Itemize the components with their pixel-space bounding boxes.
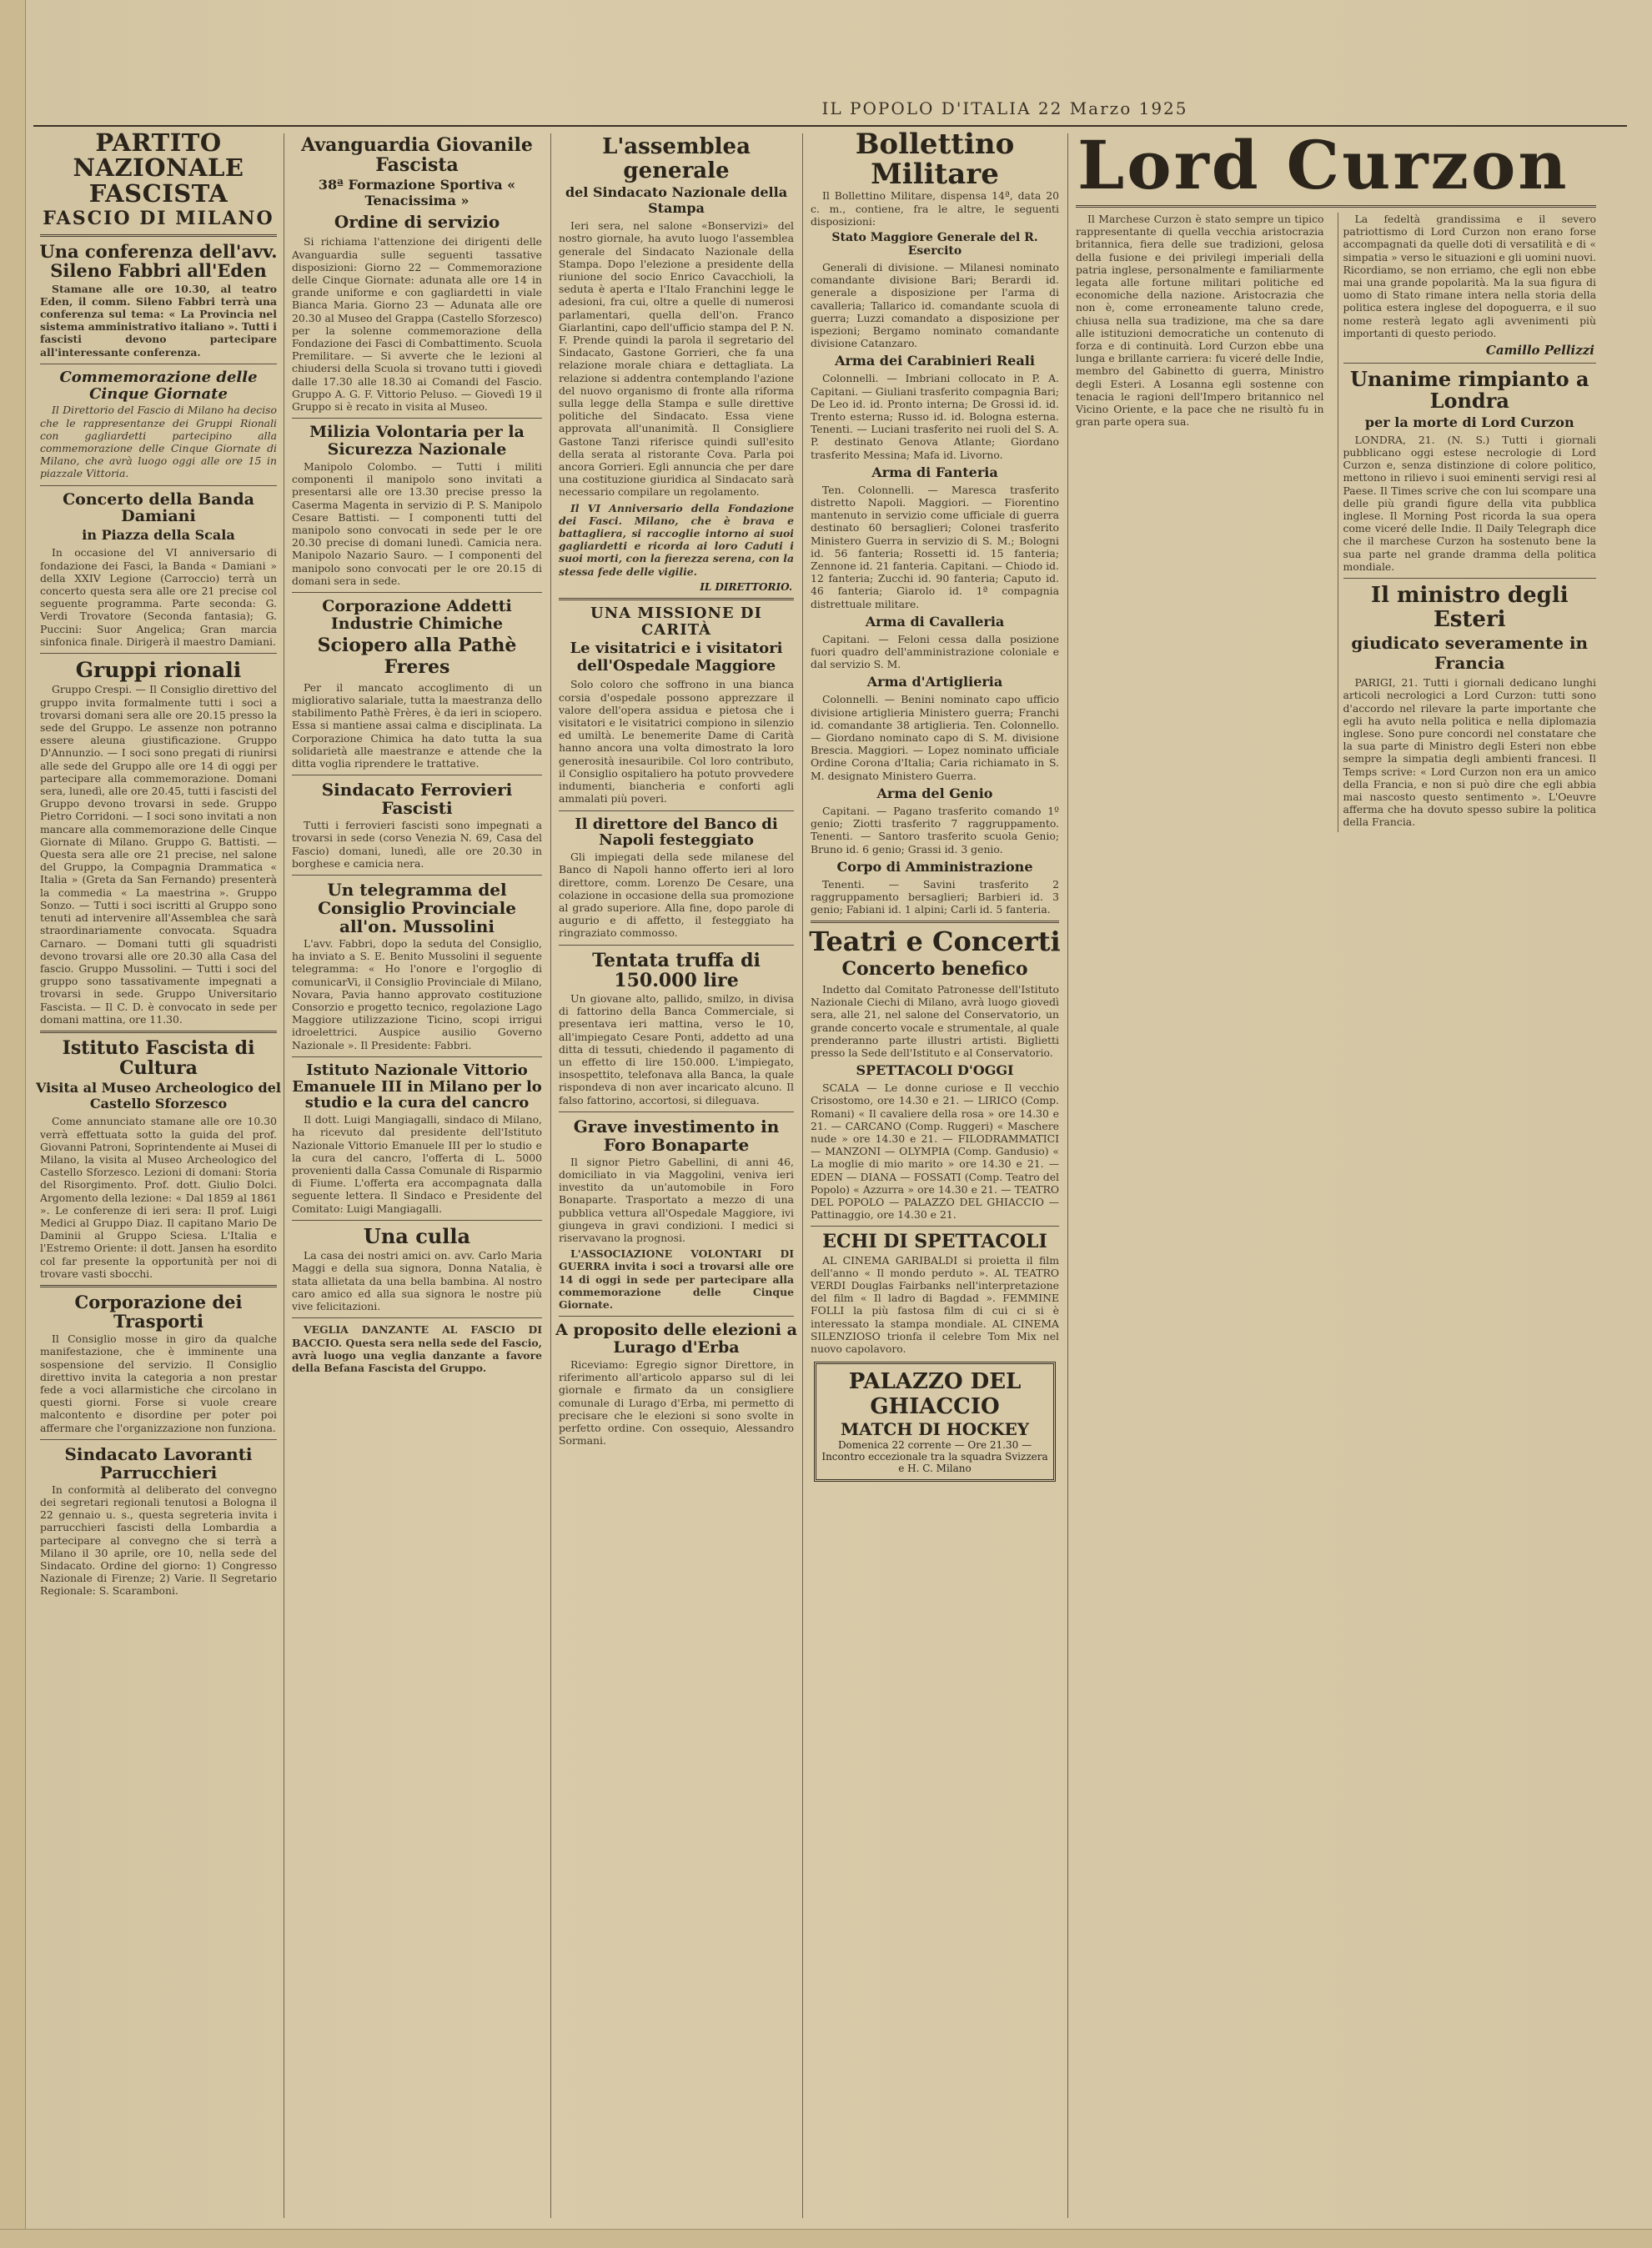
- cinque-headline: Commemorazione delle Cinque Giornate: [59, 368, 258, 403]
- parrucchieri-headline: Sindacato Lavoranti Parrucchieri: [64, 1443, 253, 1483]
- londra-headline: Unanime rimpianto a Londra: [1349, 367, 1589, 414]
- genio-body: Capitani. — Pagano trasferito comando 1º genio; Ziotti trasferito 7 raggruppamento. Tenenti. — Santoro trasferito scuola Genio; Bruno id. 6 genio; Grassi id. 3 genio.: [811, 804, 1059, 856]
- istituto-sub: Visita al Museo Archeologico del Castello Sforzesco: [36, 1080, 281, 1112]
- cavalleria-body: Capitani. — Feloni cessa dalla posizione fuori quadro dell'amministrazione coloniale e dal servizio S. M.: [811, 632, 1059, 671]
- column-1: [35, 130, 282, 2223]
- divider: [1076, 205, 1596, 208]
- curzon-headline: Lord Curzon: [1077, 130, 1569, 204]
- eden-lead: Stamane alle ore 10.30, al teatro Eden, il comm. Sileno Fabbri terrà una conferenza sul tema: « La Provincia nel sistema amministrativo italiano ». Tutti i fascisti devono partecipare all'interessante conferenza.: [40, 282, 277, 359]
- divider: [40, 1439, 277, 1440]
- spettacoli-headline: SPETTACOLI D'OGGI: [856, 1062, 1014, 1079]
- curzon-body-1: Il Marchese Curzon è stato sempre un tipico rappresentante di quella vecchia aristocrazia britannica, fiera delle sue tradizioni, gelosa della fusione e dei privilegi imperiali della patria inglese, personalmente e familiarmente legata alle fortune militari politiche ed economiche della nazione. Aristocrazia che non è, come erroneamente taluno crede, chiusa nella sua tradizione, ma che sa dare alle istituzioni democratiche un contenuto di forza e di continuità. Lord Curzon ebbe una lunga e brillante carriera: fu viceré delle Indie, membro del Gabinetto di guerra, Ministro degli Esteri. A Losanna egli sostenne con tenacia le ragioni dell'Impero britannico nel Vicino Oriente, e la pace che ne risultò fu in gran parte opera sua.: [1076, 213, 1324, 429]
- palazzo-title: PALAZZO DEL GHIACCIO: [848, 1369, 1022, 1420]
- divider: [559, 1316, 794, 1317]
- eden-headline: Una conferenza dell'avv. Sileno Fabbri all'Eden: [39, 241, 278, 282]
- truffa-headline: Tentata truffa di 150.000 lire: [592, 949, 761, 991]
- artiglieria-headline: Arma d'Artiglieria: [866, 674, 1003, 690]
- avanguardia-sub: 38ª Formazione Sportiva « Tenacissima »: [318, 177, 516, 209]
- istituto-headline: Istituto Fascista di Cultura: [62, 1036, 255, 1080]
- avanguardia-sub2: Ordine di servizio: [334, 212, 500, 233]
- londra-body: LONDRA, 21. (N. S.) Tutti i giornali pubblicano oggi estese necrologie di Lord Curzon e, senza distinzione di colore politico, mettono in rilievo i suoi eminenti servigi resi al Paese. Il Times scrive che con lui scompare una delle più grandi figure della vita pubblica inglese. Il Morning Post ricorda la sua opera come viceré delle Indie. Il Daily Telegraph dice che il marchese Curzon ha sostenuto bene la sua parte nel grande dramma della politica mondiale.: [1343, 433, 1596, 573]
- curzon-signature: Camillo Pellizzi: [1485, 343, 1594, 359]
- amministrazione-headline: Corpo di Amministrazione: [836, 858, 1033, 875]
- pathe-body: Per il mancato accoglimento di un migliorativo salariale, tutta la maestranza dello stabilimento Pathè Frères, è da ieri in sciopero. Essa si mantiene assai calma e disciplinata. La Corporazione Chimica ha dato tutta la sua solidarietà alle maestranze e attende che la ditta voglia riprendere le trattative.: [292, 680, 542, 770]
- divider: [292, 1056, 542, 1057]
- divider: [811, 1226, 1059, 1227]
- trasporti-headline: Corporazione dei Trasporti: [74, 1291, 243, 1332]
- echi-headline: ECHI DI SPETTACOLI: [822, 1231, 1047, 1253]
- avanguardia-body: Si richiama l'attenzione dei dirigenti delle Avanguardia sulle seguenti tassative disposizioni: Giorno 22 — Commemorazione delle Cinque Giornate: adunata alle ore 14 in grande uniforme e con gagliardetti in viale Bianca Maria. Giorno 23 — Adunata alle ore 20.30 al Museo del Grappa (Castello Sforzesco) per la solenne commemorazione della Fondazione dei Fasci di Combattimento. Scuola Premilitare. — Si avverte che le lezioni al chiudersi della Scuola si trovano tutti i giovedì dalle 17.30 alle 18.30 ai Comandi del Fascio. Gruppo A. G. F. Vittorio Peluso. — Giovedì 19 il Gruppo si è recato in visita al Museo.: [292, 235, 542, 414]
- banda-sub: in Piazza della Scala: [82, 527, 235, 544]
- istituto-body: Come annunciato stamane alle ore 10.30 verrà effettuata sotto la guida del prof. Giovanni Patroni, Soprintendente ai Musei di Milano, la visita al Museo Archeologico del Castello Sforzesco. Lezioni di domani: Storia del Risorgimento. Prof. dott. Giulio Dolci. Argomento della lezione: « Dal 1859 al 1861 ». Le conferenze di ieri sera: Il prof. Luigi Medici al Gruppo Diaz. Il capitano Mario De Daminii al Gruppo Sciesa. L'Italia e l'Estremo Oriente: il dott. Jansen ha esordito col far presente la opportunità per noi di trovare vasti sbocchi.: [40, 1115, 277, 1280]
- divider: [1343, 363, 1597, 364]
- bollettino-sub: Stato Maggiore Generale del R. Esercito: [831, 230, 1038, 258]
- banco-body: Gli impiegati della sede milanese del Banco di Napoli hanno offerto ieri al loro direttore, comm. Lorenzo De Cesare, una colazione in occasione della sua promozione al grado superiore. Alla fine, dopo parole di augurio e di affetto, il festeggiato ha ringraziato commosso.: [559, 851, 794, 940]
- assemblea-italic: Il VI Anniversario della Fondazione dei Fasci. Milano, che è brava e battagliera, si raccoglie intorno ai suoi gagliardetti e ricorda ai loro Caduti i suoi morti, con la fierezza serena, con la stessa fede delle vigilie.: [559, 501, 794, 578]
- column-2: [287, 130, 547, 2223]
- divider: [559, 810, 794, 811]
- top-rule: [33, 125, 1627, 127]
- divider: [559, 598, 794, 600]
- page-left-edge: [0, 0, 26, 2248]
- page-bottom-edge: [0, 2229, 1652, 2248]
- volontari-notice: L'ASSOCIAZIONE VOLONTARI DI GUERRA invita i soci a trovarsi alle ore 14 di oggi in sede per partecipare alla commemorazione delle Cinque Giornate.: [559, 1247, 794, 1311]
- curzon-body-2: La fedeltà grandissima e il severo patriottismo di Lord Curzon non erano forse accompagnati da quelle doti di versatilità e di « simpatia » verso le situazioni e gli uomini nuovi. Ricordiamo, se non erriamo, che egli non ebbe mai una grande popolarità. Ma la sua figura di uomo di Stato rimane intera nella storia della politica estera inglese del dopoguerra, e il suo nome resterà legato agli avvenimenti più importanti di questo periodo.: [1343, 213, 1596, 339]
- milizia-headline: Milizia Volontaria per la Sicurezza Nazionale: [309, 423, 525, 459]
- column-rule: [802, 133, 803, 2218]
- lurago-body: Riceviamo: Egregio signor Direttore, in riferimento all'articolo apparso sul di lei giornale e firmato da un consigliere comunale di Lurago d'Erba, mi permetto di precisare che le elezioni si sono svolte in perfetto ordine. Con ossequio, Alessandro Sormani.: [559, 1357, 794, 1448]
- carabinieri-body: Colonnelli. — Imbriani collocato in P. A. Capitani. — Giuliani trasferito compagnia Bari; De Leo id. id. Pronto interna; De Grossi id. id. Trento esterna; Russo id. id. Bologna esterna. Tenenti. — Luciani trasferito nei ruoli del S. A. P. destinato Genova Atlante; Giordano trasferito Messina; Mafa id. Livorno.: [811, 372, 1059, 461]
- pnf-title: PARTITO NAZIONALE FASCISTA: [73, 130, 244, 208]
- avanguardia-headline: Avanguardia Giovanile Fascista: [301, 134, 533, 177]
- bollettino-intro: Il Bollettino Militare, dispensa 14ª, data 20 c. m., contiene, fra le altre, le seguenti disposizioni:: [811, 189, 1059, 228]
- esteri-sub: giudicato severamente in Francia: [1351, 633, 1589, 674]
- cinque-body: Il Direttorio del Fascio di Milano ha deciso che le rappresentanze dei Gruppi Rionali con gagliardetti partecipino alla commemorazione delle Cinque Giornate di Milano, che avrà luogo oggi alle ore 15 in piazzale Vittoria.: [40, 404, 277, 480]
- divider: [292, 592, 542, 593]
- assemblea-headline: L'assemblea generale: [602, 134, 751, 183]
- echi-body: AL CINEMA GARIBALDI si proietta il film dell'anno « Il mondo perduto ». AL TEATRO VERDI Douglas Fairbanks nell'interpretazione del film « Il ladro di Bagdad ». FEMMINE FOLLI la più fastosa film di cui ci si è interessato la stampa mondiale. AL CINEMA SILENZIOSO trionfa il celebre Tom Mix nel nuovo capolavoro.: [811, 1253, 1059, 1355]
- divider: [292, 1317, 542, 1318]
- truffa-body: Un giovane alto, pallido, smilzo, in divisa di fattorino della Banca Commerciale, si presentava ieri mattina, verso le 10, all'impiegato Cesare Ponti, addetto ad una ditta di tessuti, chiedendo il pagamento di un effetto di lire 150.000. L'impiegato, insospettito, telefonava alla Banca, la quale rispondeva di non aver incaricato alcuno. Il falso fattorino, accortosi, si dileguava.: [559, 991, 794, 1106]
- palazzo-detail: Domenica 22 corrente — Ore 21.30 — Incontro eccezionale tra la squadra Svizzera e H. C. Milano: [821, 1439, 1048, 1475]
- parrucchieri-body: In conformità al deliberato del convegno dei segretari regionali tenutosi a Bologna il 22 gennaio u. s., questa segreteria invita i parrucchieri fascisti della Lombardia a partecipare al convegno che si terrà a Milano il 30 aprile, ore 10, nella sede del Sindacato. Ordine del giorno: 1) Congresso Nazionale di Firenze; 2) Varie. Il Segretario Regionale: S. Scaramboni.: [40, 1483, 277, 1598]
- column-4: [806, 130, 1064, 2223]
- fanteria-headline: Arma di Fanteria: [871, 464, 998, 480]
- pathe-headline: Corporazione Addetti Industrie Chimiche: [322, 597, 512, 633]
- telegramma-body: L'avv. Fabbri, dopo la seduta del Consiglio, ha inviato a S. E. Benito Mussolini il seguente telegramma: « Ho l'onore e l'orgoglio di comunicarVi, il Consiglio Provinciale di Milano, Novara, Pavia hanno approvato costituzione Consorzio e progetto tecnico, regolazione Lago Maggiore utilizzazione Ticino, scopi irrigui idroelettrici. Auspice ausilio Governo Nazionale ». Il Presidente: Fabbri.: [292, 937, 542, 1051]
- divider: [40, 234, 277, 237]
- spettacoli-body: SCALA — Le donne curiose e Il vecchio Crisostomo, ore 14.30 e 21. — LIRICO (Comp. Romani) « Il cavaliere della rosa » ore 14.30 e 21. — CARCANO (Comp. Ruggeri) « Maschere nude » ore 14.30 e 21. — FILODRAMMATICI — MANZONI — OLYMPIA (Comp. Gandusio) « La moglie di mio marito » ore 14.30 e 21. — EDEN — DIANA — FOSSATI (Comp. Teatro del Popolo) « Azzurra » ore 14.30 e 21. — TEATRO DEL POPOLO — PALAZZO DEL GHIACCIO — Pattinaggio, ore 14.30 e 21.: [811, 1081, 1059, 1222]
- divider: [292, 418, 542, 419]
- palazzo-ad: [814, 1362, 1056, 1482]
- carabinieri-headline: Arma dei Carabinieri Reali: [835, 353, 1035, 369]
- column-3: [554, 130, 799, 2223]
- amministrazione-body: Tenenti. — Savini trasferito 2 raggruppamento bersaglieri; Barbieri id. 3 genio; Fabiani id. 1 alpini; Carli id. 5 fanteria.: [811, 877, 1059, 916]
- milizia-body: Manipolo Colombo. — Tutti i militi componenti il manipolo sono invitati a presentarsi alle ore 13.30 precise presso la Caserma Magenta in servizio di P. S. Manipolo Cesare Battisti. — I componenti tutti del manipolo sono convocati in sede per le ore 20.30 precise di domani lunedì. Camicia nera. Manipolo Nazario Sauro. — I componenti del manipolo sono convocati per le ore 20.15 di domani sera in sede.: [292, 460, 542, 587]
- carita-headline: UNA MISSIONE DI CARITÀ: [590, 604, 762, 639]
- divider: [40, 1031, 277, 1033]
- divider: [40, 485, 277, 486]
- assemblea-body: Ieri sera, nel salone «Bonservizi» del nostro giornale, ha avuto luogo l'assemblea generale del Sindacato Nazionale della Stampa. Dopo l'elezione a presidente della riunione del socio Enrico Cavacchioli, la seduta è aperta e l'Italo Franchini legge le adesioni, fra cui, oltre a quelle di numerosi parlamentari, quella dell'on. Franco Giarlantini, capo dell'ufficio stampa del P. N. F. Prende quindi la parola il segretario del Sindacato, Gastone Gorrieri, che fa una relazione morale chiara e dettagliata. La relazione si addentra contemplando l'azione del nuovo organismo di fronte alla riforma sulla legge della Stampa e sulle direttive politiche del Sindacato. Essa viene approvata all'unanimità. Il Consigliere Gastone Tanzi riferisce quindi sull'esito della serata al ristorante Cova. Parla poi ancora Gorrieri. Egli annuncia che per dare una costituzione giuridica al Sindacato sarà necessario compilare un regolamento.: [559, 219, 794, 499]
- carita-body: Solo coloro che soffrono in una bianca corsia d'ospedale possono apprezzare il valore dell'opera assidua e pietosa che i visitatori e le visitatrici compiono in silenzio ed umiltà. Le benemerite Dame di Carità hanno ancora una volta dimostrato la loro generosità inesauribile. Col loro contributo, il Consiglio ospitaliero ha potuto provvedere indumenti, biancheria e conforti agli ammalati più poveri.: [559, 678, 794, 805]
- teatri-sub: Concerto benefico: [841, 957, 1028, 980]
- divider: [1343, 578, 1597, 579]
- palazzo-sub: MATCH DI HOCKEY: [840, 1419, 1030, 1440]
- trasporti-body: Il Consiglio mosse in giro da qualche manifestazione, che è imminente una sospensione del servizio. Il Consiglio direttivo invita la categoria a non prestar fede a voci allarmistiche che circolano in questi giorni. Forse si vuole creare malcontento e disordine per poter poi affermare che l'organizzazione non funziona.: [40, 1332, 277, 1434]
- teatri-body: Indetto dal Comitato Patronesse dell'Istituto Nazionale Ciechi di Milano, avrà luogo giovedì sera, alle 21, nel salone del Conservatorio, un grande concerto vocale e strumentale, al quale prenderanno parte illustri artisti. Biglietti presso la Sede dell'Istituto e al Conservatorio.: [811, 982, 1059, 1059]
- culla-headline: Una culla: [363, 1223, 471, 1248]
- divider: [559, 1111, 794, 1112]
- vittorio-body: Il dott. Luigi Mangiagalli, sindaco di Milano, ha ricevuto dal presidente dell'Istituto Nazionale Vittorio Emanuele III per lo studio e la cura del cancro, l'offerta di L. 5000 provenienti dalla Cassa Comunale di Risparmio di Fiume. L'offerta era accompagnata dalla seguente lettera. Il Sindaco e Presidente del Comitato: Luigi Mangiagalli.: [292, 1113, 542, 1215]
- gruppi-headline: Gruppi rionali: [75, 657, 242, 682]
- fascio-title: FASCIO DI MILANO: [43, 208, 274, 230]
- assemblea-signature: IL DIRETTORIO.: [700, 580, 792, 593]
- vittorio-headline: Istituto Nazionale Vittorio Emanuele III in Milano per lo studio e la cura del cancro: [292, 1061, 542, 1112]
- column-rule: [1067, 133, 1068, 2218]
- banda-headline: Concerto della Banda Damiani: [63, 489, 254, 526]
- curzon-article: [1071, 213, 1601, 832]
- curzon-subcolumn-right: [1338, 213, 1602, 832]
- assemblea-sub: del Sindacato Nazionale della Stampa: [565, 184, 788, 217]
- gruppi-body: Gruppo Crespi. — Il Consiglio direttivo del gruppo invita formalmente tutti i soci a trovarsi domani sera alle ore 20.15 presso la sede del Gruppo. Le assenze non potranno essere aleuna giustificazione. Gruppo D'Annunzio. — I soci sono pregati di riunirsi alle sede del Gruppo alle ore 14 di oggi per partecipare alla commemorazione. Domani sera, lunedì, alle ore 20.45, tutti i fascisti del Gruppo devono trovarsi in sede. Gruppo Pietro Corridoni. — I soci sono invitati a non mancare alla commemorazione delle Cinque Giornate di Milano. Gruppo G. Battisti. — Questa sera alle ore 21 precise, nel salone del Gruppo, la Compagnia Drammatica « Italia » (Greta da San Fernando) presenterà la commedia « La maestrina ». Gruppo Sonzo. — Tutti i soci iscritti al Gruppo sono tenuti ad intervenire all'Assemblea che sarà straordinariamente convocata. Squadra Carnaro. — Domani tutti gli squadristi devono trovarsi alle ore 20.30 alla Casa del fascio. Gruppo Mussolini. — Tutti i soci del gruppo sono tassativamente impegnati a trovarsi in sede. Gruppo Universitario Fascista. — Il C. D. è convocato in sede per domani mattina, ore 11.30.: [40, 683, 277, 1026]
- pathe-sub: Sciopero alla Pathè Freres: [317, 634, 517, 678]
- fanteria-body: Ten. Colonnelli. — Maresca trasferito distretto Napoli. Maggiori. — Fiorentino mantenuto in servizio come ufficiale di guerra destinato 60 bersaglieri; Colonei trasferito Ministero Guerra in servizio di S. M.; Bologni id. 56 fanteria; Rossetti id. 15 fanteria; Zennone id. 21 fanteria. Capitani. — Chiodo id. 12 fanteria; Zucchi id. 90 fanteria; Caputo id. 46 fanteria; Giarolo id. 1ª compagnia distrettuale militare.: [811, 483, 1059, 610]
- ferrovieri-headline: Sindacato Ferrovieri Fascisti: [321, 780, 513, 819]
- esteri-headline: Il ministro degli Esteri: [1370, 583, 1569, 632]
- culla-body: La casa dei nostri amici on. avv. Carlo Maria Maggi e della sua signora, Donna Natalia, è stata allietata da una bella bambina. Al nostro caro amico ed alla sua signora le nostre più vive felicitazioni.: [292, 1249, 542, 1313]
- curzon-subcolumn-left: [1071, 213, 1329, 832]
- genio-headline: Arma del Genio: [876, 785, 993, 801]
- banco-headline: Il direttore del Banco di Napoli festeggiato: [575, 815, 778, 850]
- column-rule: [550, 133, 551, 2218]
- banda-body: In occasione del VI anniversario di fondazione dei Fasci, la Banda « Damiani » della XXIV Legione (Carroccio) terrà un concerto questa sera alle ore 21 precise col seguente programma. Parte seconda: G. Verdi Trovatore (Seconda fantasia); G. Puccini: Suor Angelica; Gran marcia sinfonica finale. Dirigerà il maestro Damiani.: [40, 546, 277, 648]
- carita-sub: Le visitatrici e i visitatori dell'Ospedale Maggiore: [570, 640, 783, 675]
- column-5: [1071, 130, 1601, 2223]
- divider: [40, 1285, 277, 1287]
- telegramma-headline: Un telegramma del Consiglio Provinciale all'on. Mussolini: [318, 880, 516, 937]
- cavalleria-headline: Arma di Cavalleria: [865, 613, 1005, 630]
- ferrovieri-body: Tutti i ferrovieri fascisti sono impegnati a trovarsi in sede (corso Venezia N. 69, Casa del Fascio) domani, lunedì, alle ore 20.30 in borghese e camicia nera.: [292, 819, 542, 870]
- artiglieria-body: Colonnelli. — Benini nominato capo ufficio divisione artiglieria Ministero guerra; Franchi id. comandante 38 artiglieria. Ten. Colonnello. — Giordano nominato capo di S. M. divisione Brescia. Maggiori. — Lopez nominato ufficiale Ordine Corona d'Italia; Caria richiamato in S. M. designato Ministero Guerra.: [811, 693, 1059, 782]
- esteri-body: PARIGI, 21. Tutti i giornali dedicano lunghi articoli necrologici a Lord Curzon: tutti sono d'accordo nel rilevare la parte importante che egli ha avuto nella politica e nella diplomazia inglese. Sono pure concordi nel constatare che la sua parte di Ministro degli Esteri non ebbe sempre la simpatia degli ambienti francesi. Il Temps scrive: « Lord Curzon non era un amico della Francia, e non si può dire che egli abbia mai nascosto questo sentimento ». L'Oeuvre afferma che ha dovuto spesso subire la politica della Francia.: [1343, 676, 1596, 829]
- lurago-headline: A proposito delle elezioni a Lurago d'Erba: [555, 1321, 797, 1357]
- foro-headline: Grave investimento in Foro Bonaparte: [573, 1116, 780, 1155]
- divider: [292, 875, 542, 876]
- veglia-notice: VEGLIA DANZANTE AL FASCIO DI BACCIO. Questa sera nella sede del Fascio, avrà luogo una veglia danzante a favore della Befana Fascista del Gruppo.: [292, 1323, 542, 1374]
- divider: [292, 1220, 542, 1221]
- teatri-headline: Teatri e Concerti: [809, 926, 1061, 958]
- masthead: IL POPOLO D'ITALIA 22 Marzo 1925: [821, 98, 1188, 118]
- divider: [40, 653, 277, 654]
- bollettino-headline: Bollettino Militare: [855, 130, 1015, 191]
- bollettino-body: Generali di divisione. — Milanesi nominato comandante divisione Bari; Berardi id. generale a disposizione per l'arma di cavalleria; Tallarico id. comandante scuola di guerra; Luzzi comandato a disposizione per ispezioni; Bergamo nominato comandante divisione Catanzaro.: [811, 260, 1059, 350]
- divider: [811, 921, 1059, 923]
- divider: [559, 945, 794, 946]
- foro-body: Il signor Pietro Gabellini, di anni 46, domiciliato in via Maggolini, veniva ieri investito da un'automobile in Foro Bonaparte. Trasportato a mezzo di una pubblica vettura all'Ospedale Maggiore, ivi giungeva in gravi condizioni. I medici si riservavano la prognosi.: [559, 1155, 794, 1244]
- londra-sub: per la morte di Lord Curzon: [1364, 414, 1574, 430]
